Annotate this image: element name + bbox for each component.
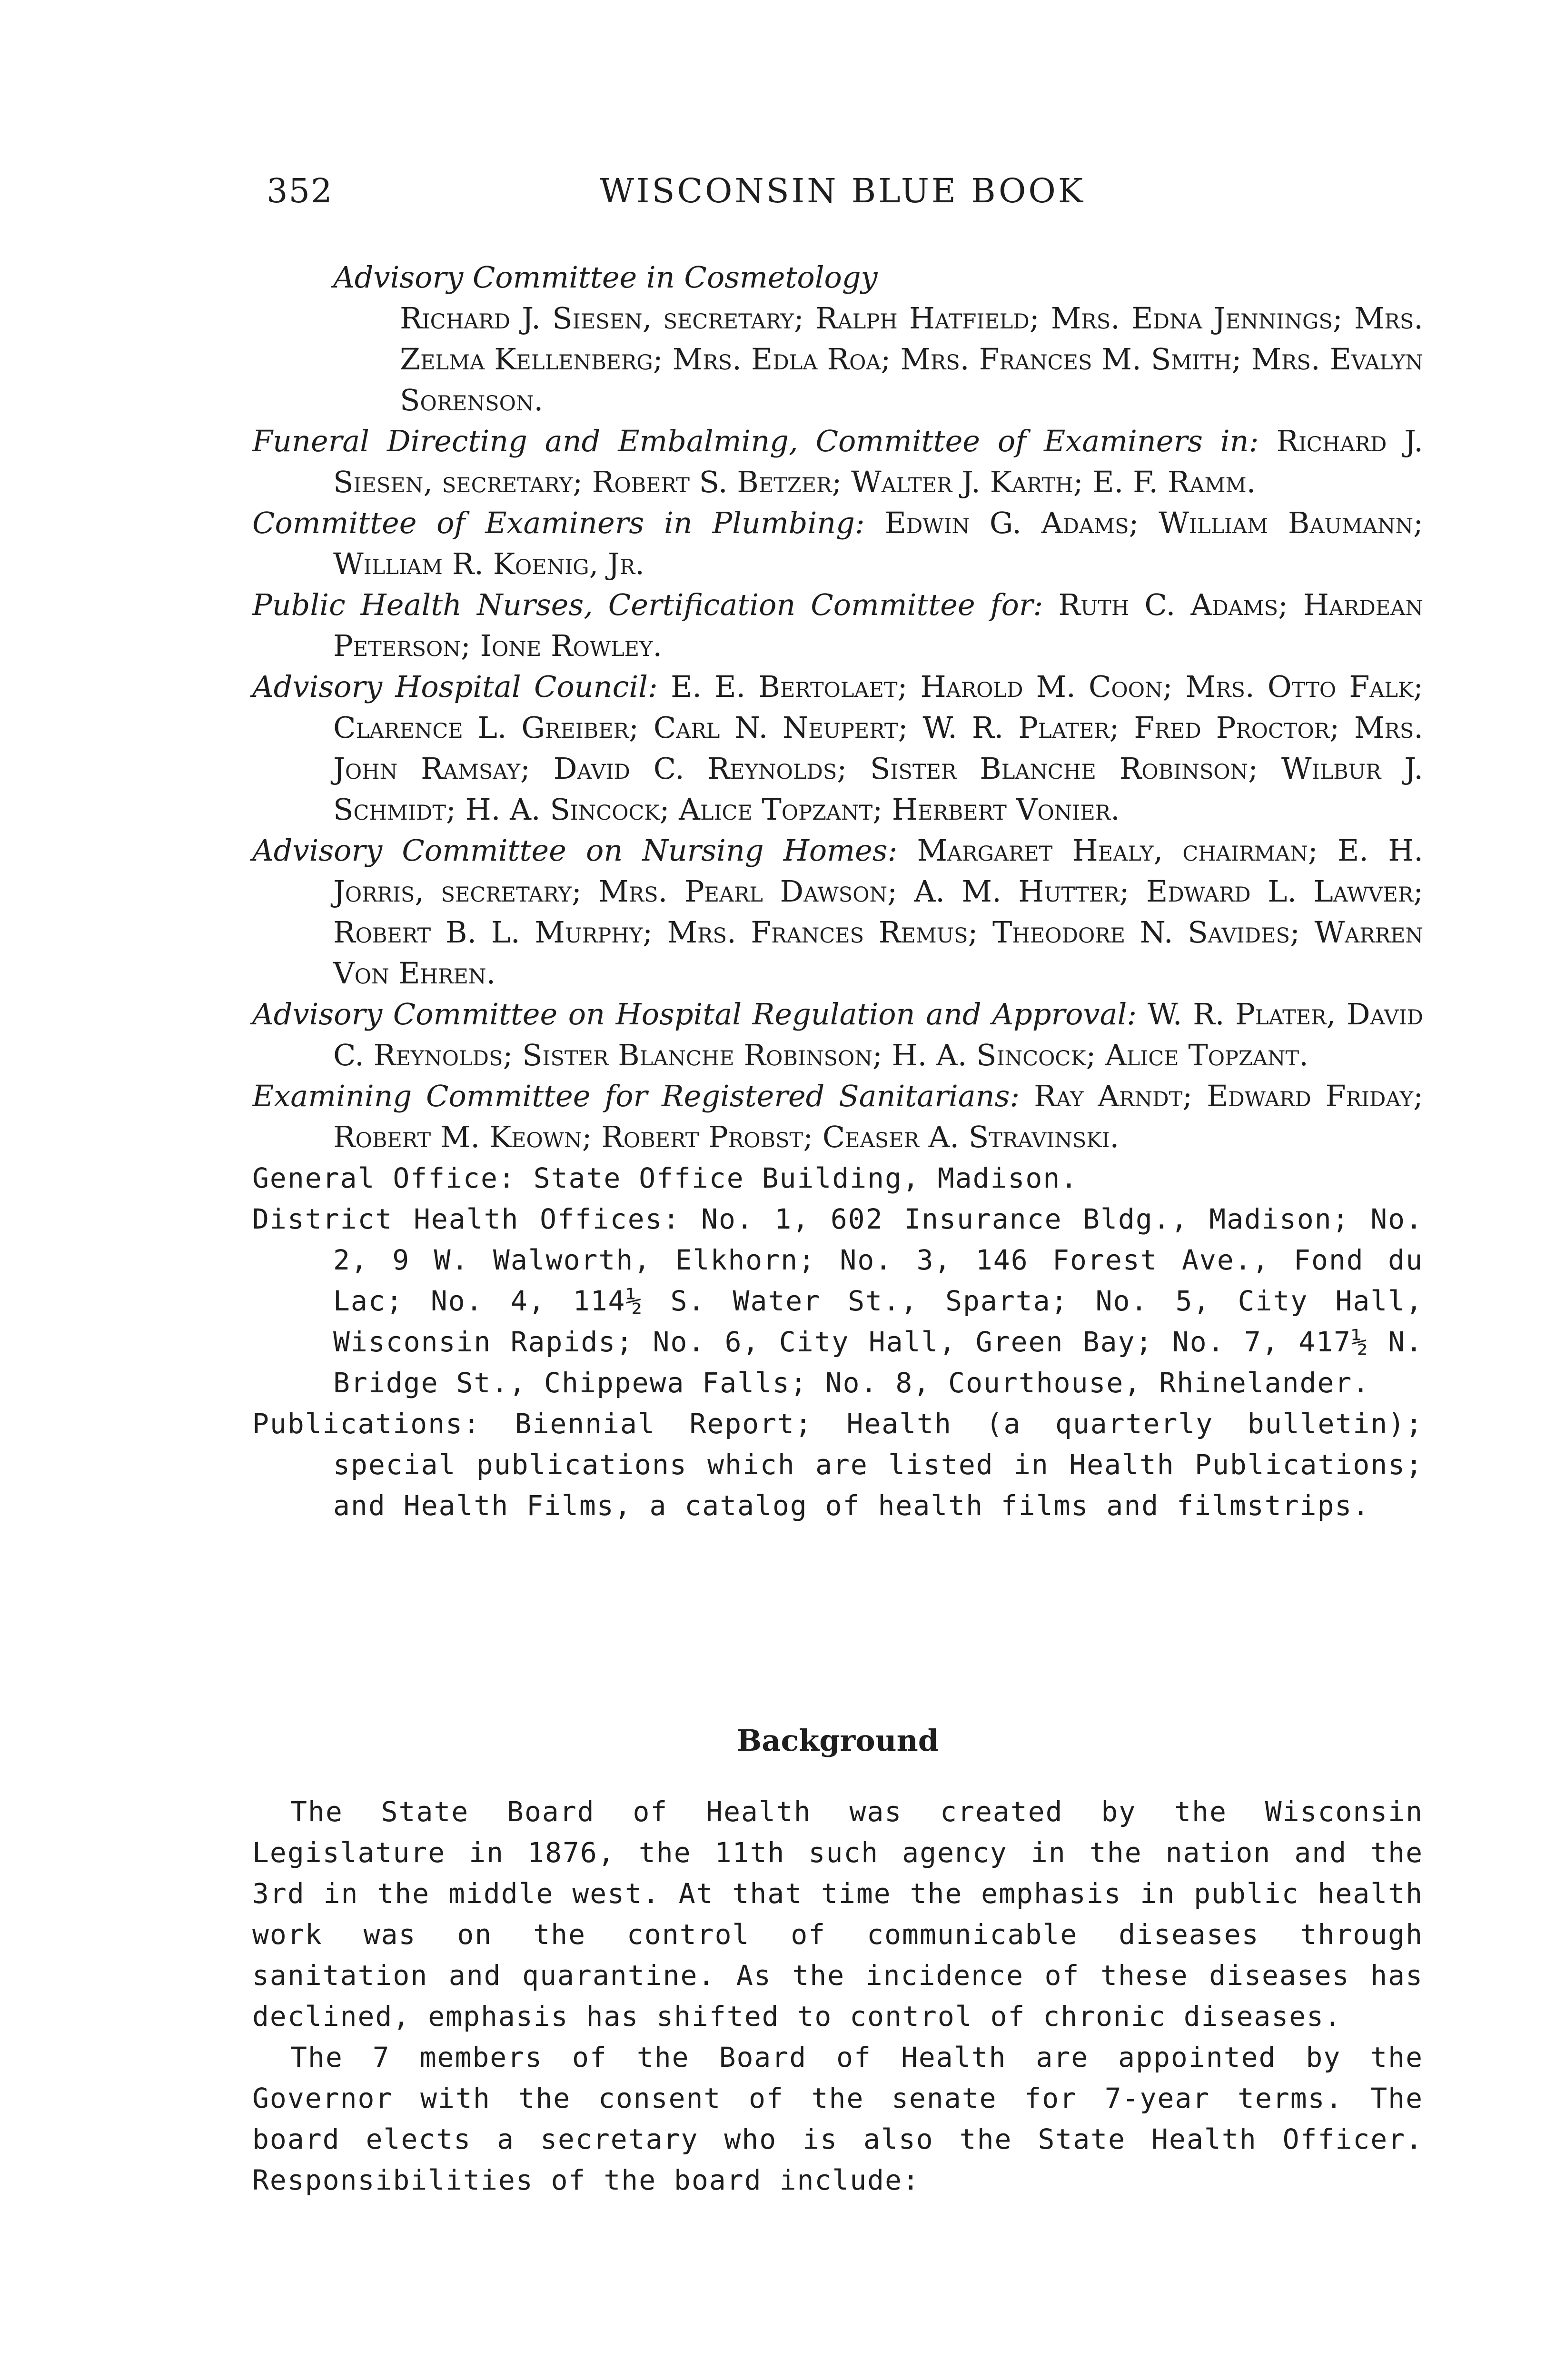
committee-members: Ruth C. Adams; Hardean Peterson; Ione Rowley. bbox=[333, 587, 1423, 663]
committee-members: Edwin G. Adams; William Baumann; William R. Koenig, Jr. bbox=[333, 506, 1423, 581]
committee-entry bbox=[252, 585, 1423, 666]
committee-entry bbox=[252, 666, 1423, 830]
publications: Publications: Biennial Report; Health (a quarterly bulletin); special publications which are listed in Health Publications; and Health Films, a catalog of health films and filmstrips. bbox=[252, 1408, 1423, 1522]
committee-name: Advisory Hospital Council: bbox=[252, 669, 658, 704]
committee-members: Richard J. Siesen, secretary; Robert S. Betzer; Walter J. Karth; E. F. Ramm. bbox=[333, 424, 1424, 499]
committee-name: Funeral Directing and Embalming, Committee of Examiners in: bbox=[252, 424, 1259, 458]
committee-entry bbox=[252, 421, 1423, 503]
page-number: 352 bbox=[267, 171, 333, 210]
committee-members: W. R. Plater, David C. Reynolds; Sister Blanche Robinson; H. A. Sincock; Alice Topzant. bbox=[333, 997, 1424, 1072]
committee-entry bbox=[252, 994, 1423, 1076]
committee-members: Ray Arndt; Edward Friday; Robert M. Keown; Robert Probst; Ceaser A. Stravinski. bbox=[333, 1079, 1423, 1154]
committee-members: Margaret Healy, chairman; E. H. Jorris, secretary; Mrs. Pearl Dawson; A. M. Hutter; Edward L. Lawver; Robert B. L. Murphy; Mrs. Frances Remus; Theodore N. Savides; Warren Von Ehren. bbox=[333, 833, 1423, 991]
page-header bbox=[267, 171, 1418, 219]
committee-members: E. E. Bertolaet; Harold M. Coon; Mrs. Otto Falk; Clarence L. Greiber; Carl N. Neupert; W. R. Plater; Fred Proctor; Mrs. John Ramsay; David C. Reynolds; Sister Blanche Robinson; Wilbur J. Schmidt; H. A. Sincock; Alice Topzant; Herbert Vonier. bbox=[333, 669, 1423, 827]
running-title: WISCONSIN BLUE BOOK bbox=[599, 171, 1086, 210]
general-office: General Office: State Office Building, Madison. bbox=[252, 1162, 1079, 1194]
committee-name: Advisory Committee in Cosmetology bbox=[333, 260, 878, 295]
committee-name: Advisory Committee on Hospital Regulation and Approval: bbox=[252, 997, 1137, 1031]
committee-name: Public Health Nurses, Certification Committee for: bbox=[252, 587, 1043, 622]
committee-entry bbox=[252, 257, 1423, 421]
committee-members: Richard J. Siesen, secretary; Ralph Hatfield; Mrs. Edna Jennings; Mrs. Zelma Kellenberg; Mrs. Edla Roa; Mrs. Frances M. Smith; Mrs. Evalyn Sorenson. bbox=[400, 301, 1423, 417]
committee-name: Advisory Committee on Nursing Homes: bbox=[252, 833, 898, 868]
section-heading: Background bbox=[736, 1723, 939, 1758]
district-health-offices: District Health Offices: No. 1, 602 Insurance Bldg., Madison; No. 2, 9 W. Walworth, Elkhorn; No. 3, 146 Forest Ave., Fond du Lac; No. 4, 114½ S. Water St., Sparta; No. 5, City Hall, Wisconsin Rapids; No. 6, City Hall, Green Bay; No. 7, 417½ N. Bridge St., Chippewa Falls; No. 8, Courthouse, Rhinelander. bbox=[252, 1203, 1423, 1399]
paragraph: The 7 members of the Board of Health are appointed by the Governor with the consent of the senate for 7-year terms. The board elects a secretary who is also the State Health Officer. Responsibilities of the board include: bbox=[252, 2041, 1423, 2196]
committee-entry bbox=[252, 1076, 1423, 1158]
background-section bbox=[252, 1723, 1423, 2201]
committee-name: Committee of Examiners in Plumbing: bbox=[252, 506, 865, 540]
committee-list bbox=[252, 257, 1423, 1526]
committee-entry bbox=[252, 503, 1423, 585]
committee-entry bbox=[252, 830, 1423, 994]
committee-name: Examining Committee for Registered Sanitarians: bbox=[252, 1079, 1020, 1113]
paragraph: The State Board of Health was created by the Wisconsin Legislature in 1876, the 11th such agency in the nation and the 3rd in the middle west. At that time the emphasis in public health work was on the control of communicable diseases through sanitation and quarantine. As the incidence of these diseases has declined, emphasis has shifted to control of chronic diseases. bbox=[252, 1795, 1423, 2033]
